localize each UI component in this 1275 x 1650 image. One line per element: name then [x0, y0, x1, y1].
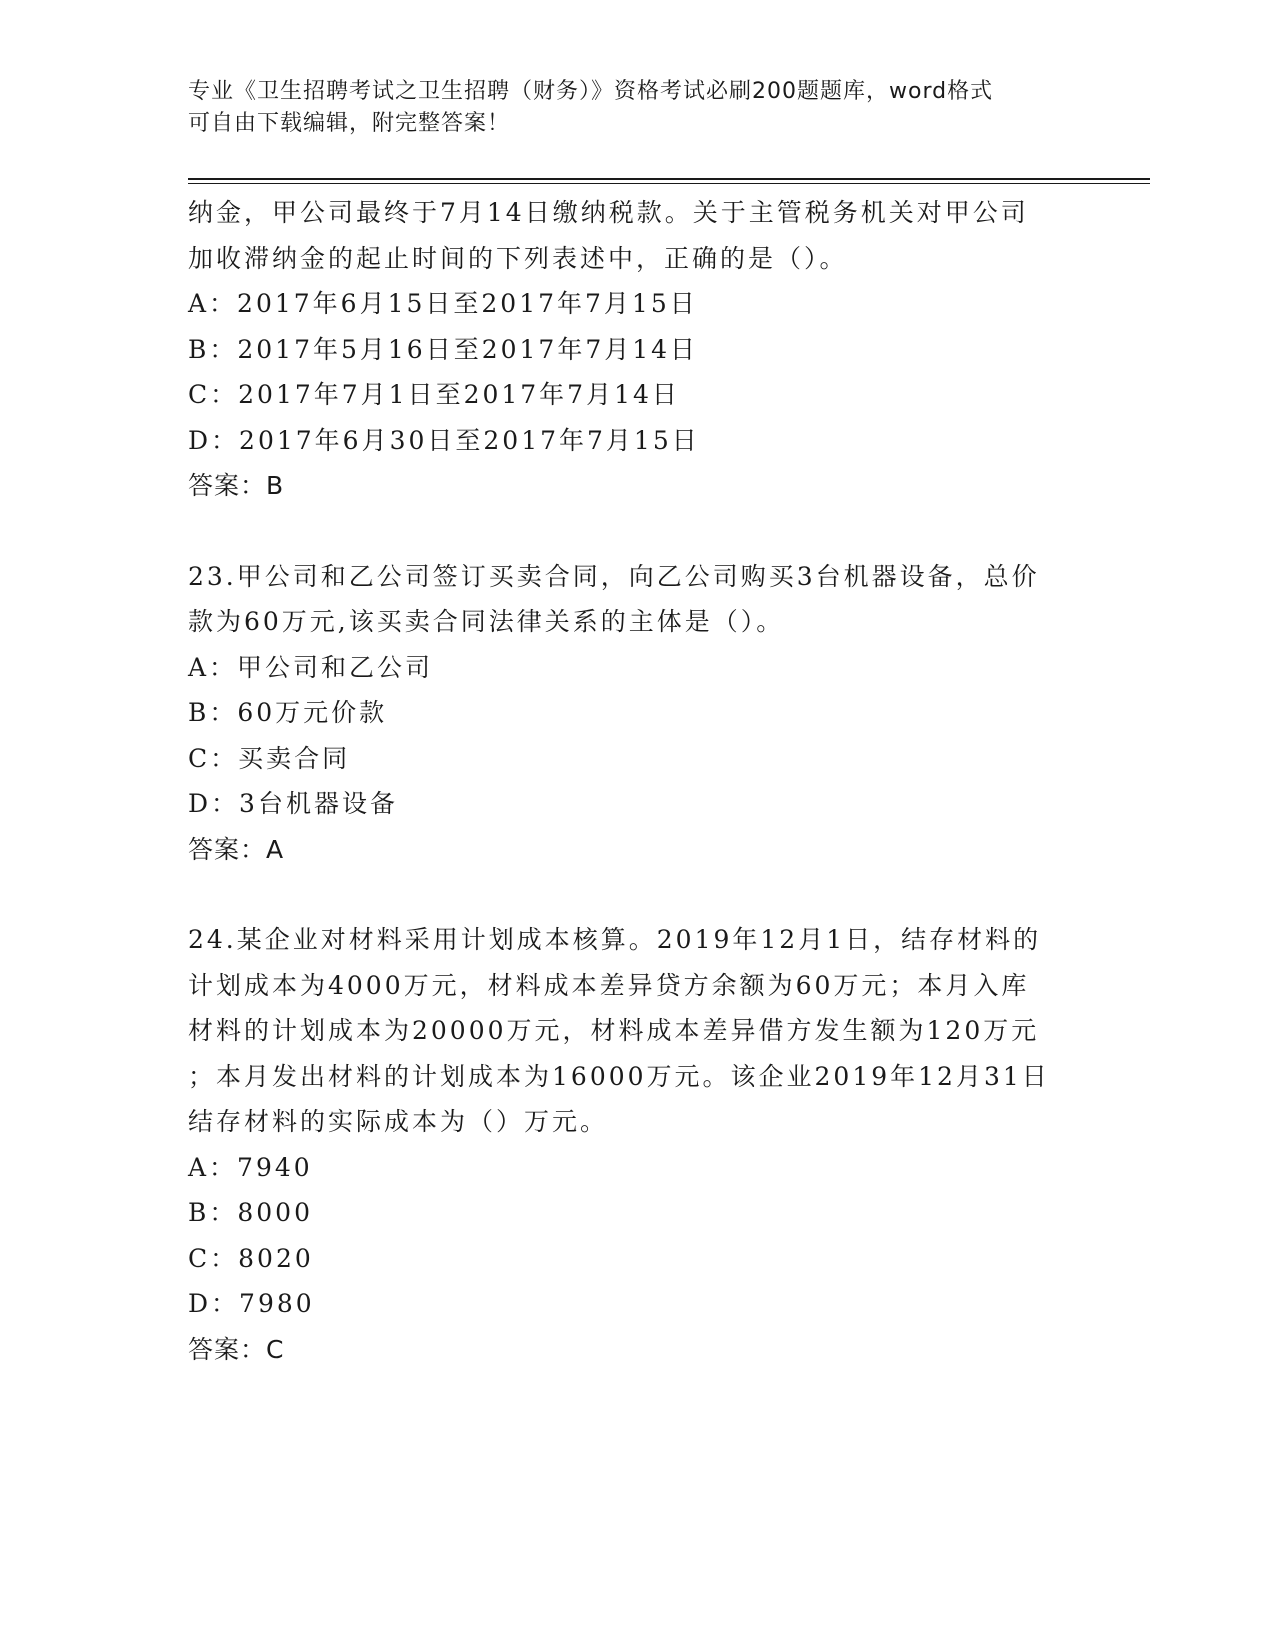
- option-b: B：2017年5月16日至2017年7月14日: [188, 334, 699, 364]
- question-stem-line: 结存材料的实际成本为（）万元。: [188, 1107, 609, 1136]
- question-stem-line: 计划成本为4000万元，材料成本差异贷方余额为60万元；本月入库: [188, 970, 1030, 1000]
- option-b: B：60万元价款: [188, 698, 388, 727]
- option-a: A：2017年6月15日至2017年7月15日: [188, 289, 698, 318]
- question-stem-line: 加收滞纳金的起止时间的下列表述中，正确的是（）。: [188, 243, 848, 273]
- option-a: A：7940: [188, 1152, 313, 1182]
- answer-label: 答案：B: [188, 471, 285, 500]
- question-spacer: [188, 509, 1088, 554]
- option-c: C：8020: [188, 1243, 314, 1273]
- option-b: B：8000: [188, 1198, 313, 1227]
- document-header: [188, 76, 1068, 140]
- question-24: [188, 917, 1088, 1372]
- answer-label: 答案：C: [188, 1334, 285, 1364]
- question-stem-line: ；本月发出材料的计划成本为16000万元。该企业2019年12月31日: [188, 1061, 1050, 1091]
- header-divider-thin: [188, 183, 1150, 184]
- question-22: [188, 190, 1088, 509]
- header-title-line-1: 专业《卫生招聘考试之卫生招聘（财务）》资格考试必刷200题题库，word格式: [188, 79, 994, 104]
- header-divider-thick: [188, 178, 1150, 180]
- answer-label: 答案：A: [188, 834, 285, 864]
- question-23: [188, 554, 1088, 873]
- option-c: C：2017年7月1日至2017年7月14日: [188, 380, 680, 409]
- question-stem-line: 23.甲公司和乙公司签订买卖合同，向乙公司购买3台机器设备，总价: [188, 561, 1040, 591]
- question-stem-line: 材料的计划成本为20000万元，材料成本差异借方发生额为120万元: [188, 1016, 1040, 1045]
- option-d: D：3台机器设备: [188, 789, 398, 818]
- question-stem-line: 24.某企业对材料采用计划成本核算。2019年12月1日，结存材料的: [188, 925, 1042, 954]
- header-title-line-2: 可自由下载编辑，附完整答案！: [188, 111, 511, 136]
- option-c: C：买卖合同: [188, 743, 351, 773]
- question-stem-line: 纳金，甲公司最终于7月14日缴纳税款。关于主管税务机关对甲公司: [188, 198, 1029, 227]
- option-d: D：7980: [188, 1289, 315, 1318]
- question-spacer: [188, 872, 1088, 917]
- document-body: [188, 190, 1088, 1372]
- option-a: A：甲公司和乙公司: [188, 652, 434, 682]
- question-stem-line: 款为60万元,该买卖合同法律关系的主体是（）。: [188, 607, 785, 636]
- option-d: D：2017年6月30日至2017年7月15日: [188, 425, 700, 455]
